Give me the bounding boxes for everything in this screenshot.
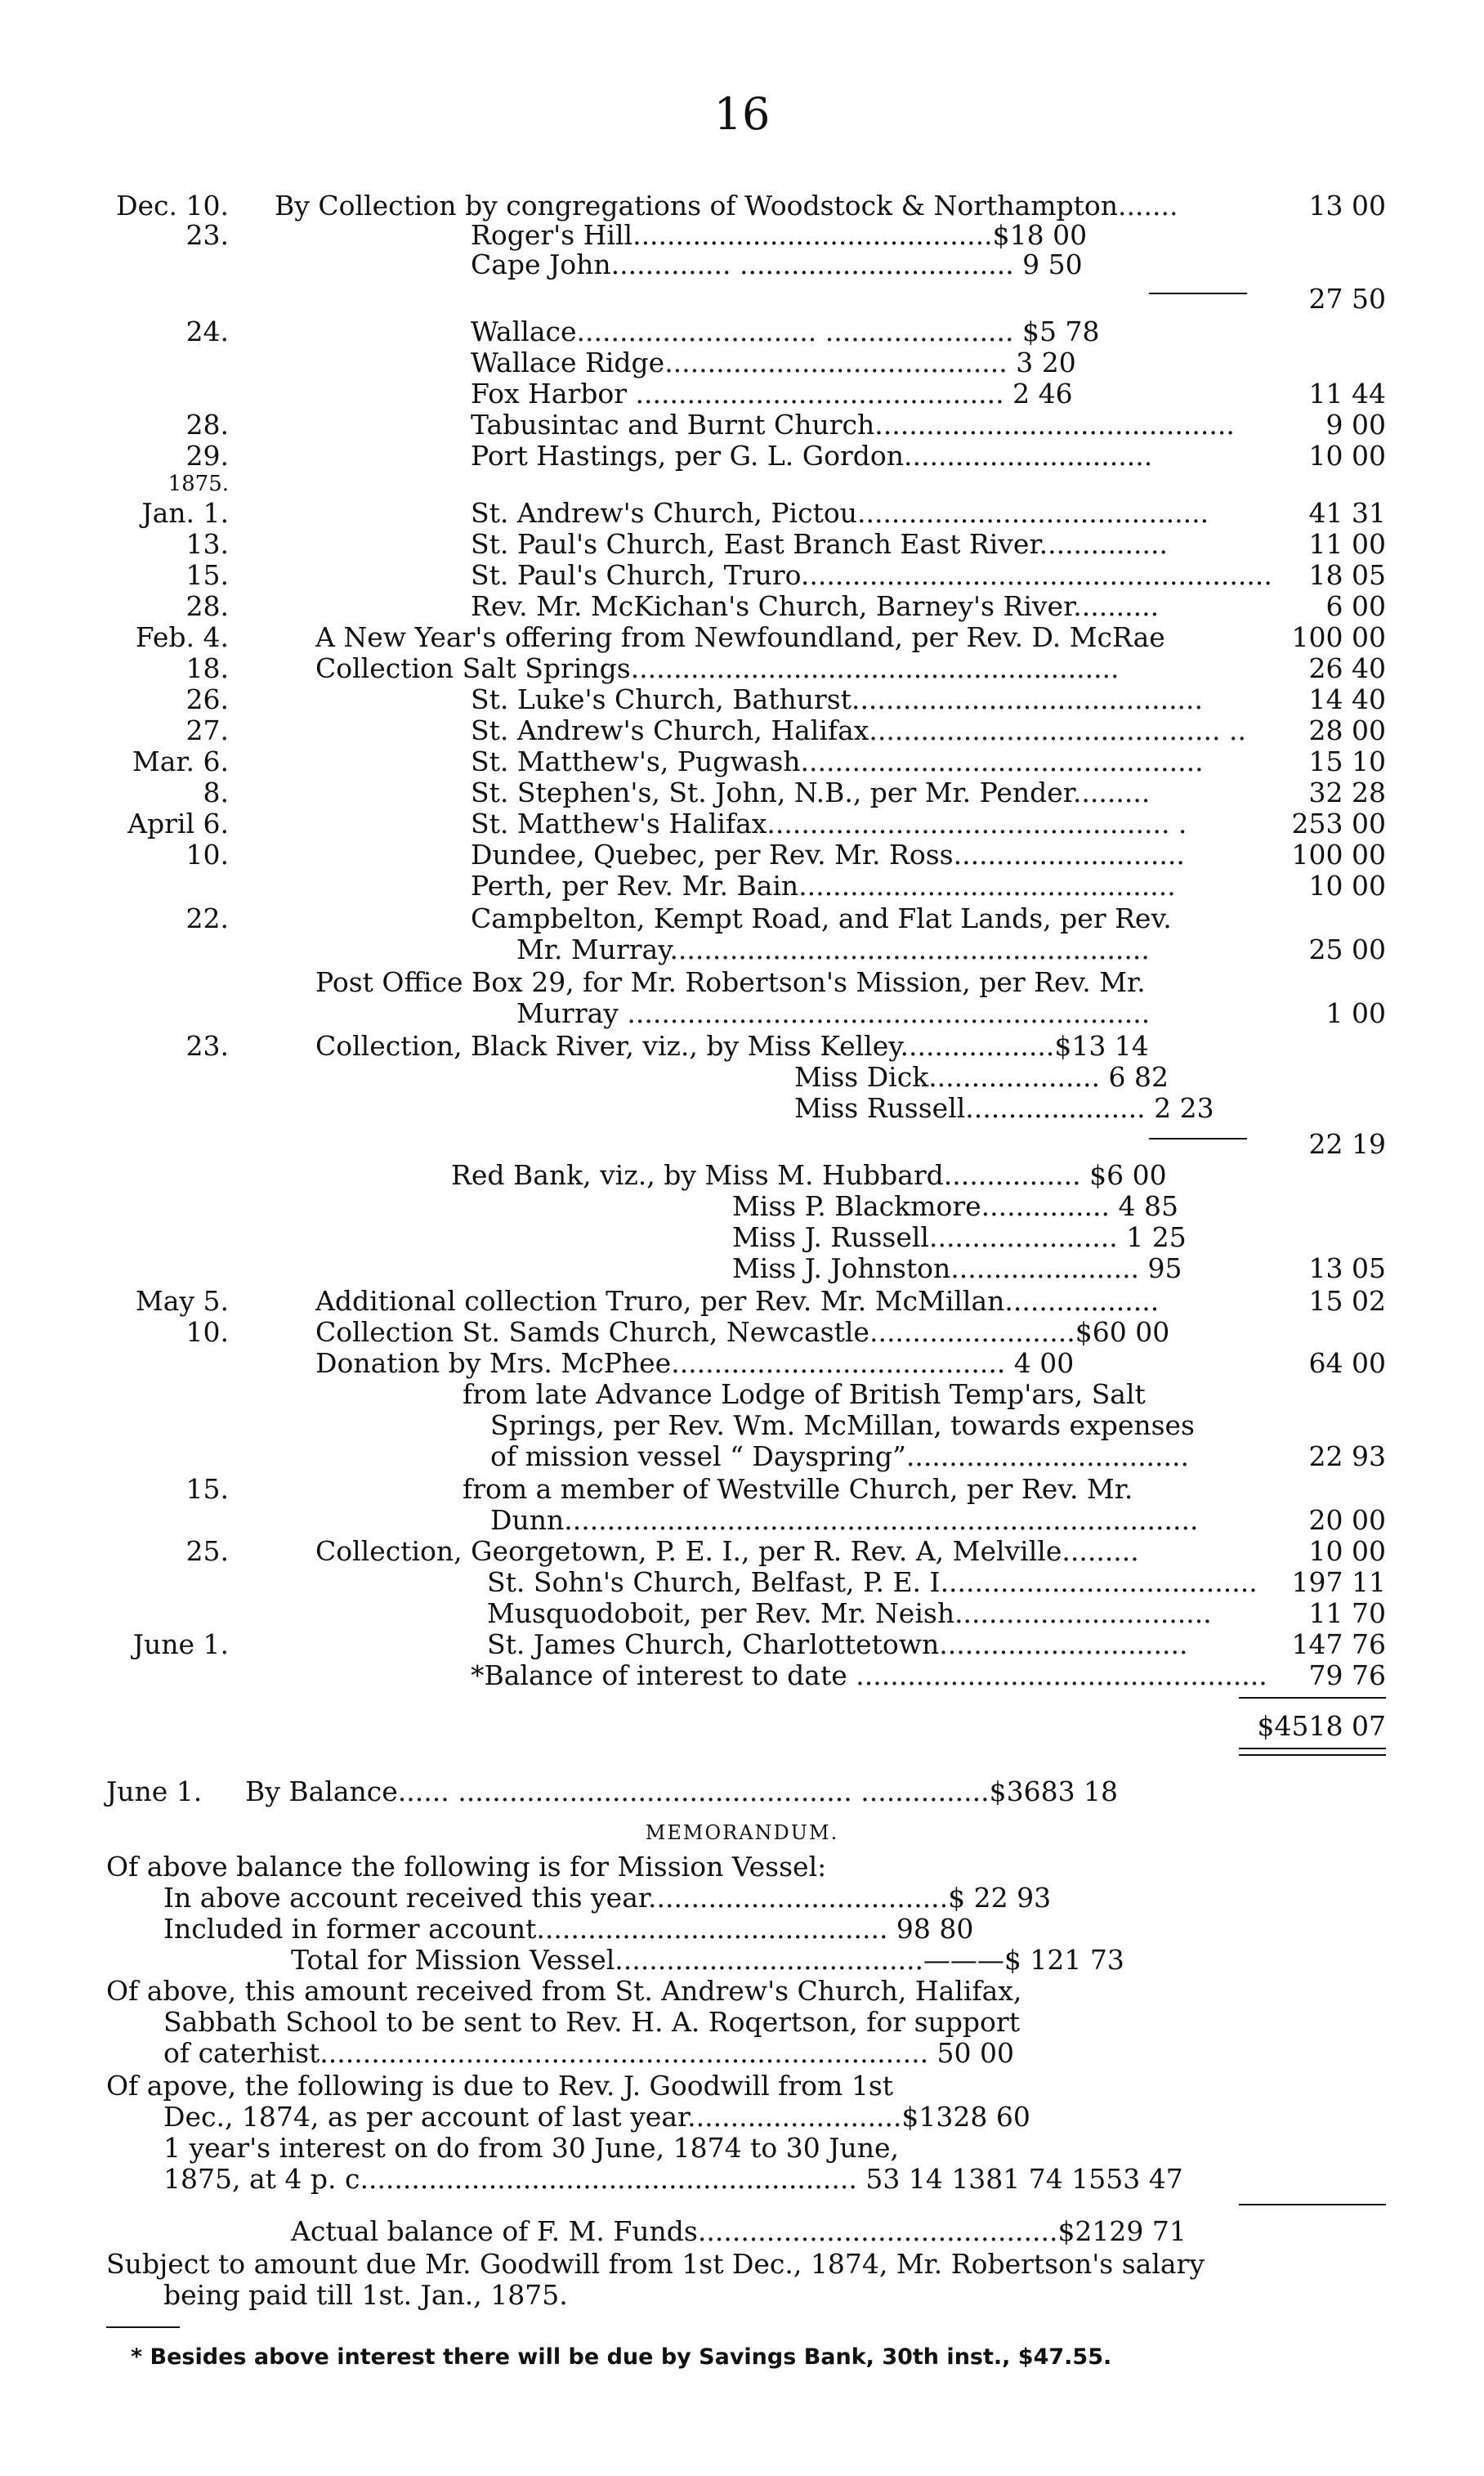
entry-amount: 22 19 [1308, 1128, 1386, 1160]
entry-date: 28. [186, 409, 229, 441]
memo-line: Dec., 1874, as per account of last year.........................$1328 60 [163, 2101, 1030, 2133]
entry-date: 18. [186, 652, 229, 684]
entry-label: Collection, Black River, viz., by Miss Kelley..................$13 14 [315, 1030, 1149, 1062]
entry-label: Miss Dick.................... 6 82 [794, 1061, 1169, 1093]
entry-amount: 6 00 [1325, 590, 1386, 622]
entry-date: April 6. [127, 808, 229, 840]
entry-amount: 79 76 [1308, 1659, 1386, 1691]
entry-amount: 15 10 [1308, 745, 1386, 777]
entry-label: Collection Salt Springs......................................................... [315, 652, 1120, 684]
entry-label: Miss Russell..................... 2 23 [794, 1092, 1214, 1124]
entry-label: Tabusintac and Burnt Church.......................................... [471, 409, 1235, 441]
entry-date: 15. [186, 559, 229, 591]
entry-amount: 13 00 [1308, 190, 1386, 222]
memo-line: Sabbath School to be sent to Rev. H. A. Roqertson, for support [163, 2006, 1020, 2038]
memo-line: Of above balance the following is for Mission Vessel: [106, 1851, 827, 1883]
memo-line: Subject to amount due Mr. Goodwill from 1st Dec., 1874, Mr. Robertson's salary [106, 2248, 1205, 2280]
entry-date: 10. [186, 839, 229, 871]
entry-label: St. Paul's Church, Truro....................................................... [471, 559, 1272, 591]
entry-amount: 11 70 [1308, 1597, 1386, 1629]
entry-amount: 15 02 [1308, 1285, 1386, 1317]
entry-date: 28. [186, 590, 229, 622]
entry-date: 25. [186, 1535, 229, 1567]
entry-amount: 14 40 [1308, 683, 1386, 715]
entry-label: St. Paul's Church, East Branch East River............... [471, 528, 1168, 560]
entry-date: 24. [186, 316, 229, 347]
entry-date: 8. [203, 777, 229, 808]
entry-amount: 13 05 [1308, 1252, 1386, 1284]
entry-label: St. Luke's Church, Bathurst......................................... [471, 683, 1204, 715]
double-rule-top [1239, 1748, 1386, 1749]
entry-label: Dunn.......................................................................... [490, 1504, 1199, 1536]
entry-label: Campbelton, Kempt Road, and Flat Lands, per Rev. [471, 902, 1172, 934]
entry-label: Wallace Ridge........................................ 3 20 [471, 347, 1076, 378]
entry-label: Post Office Box 29, for Mr. Robertson's Mission, per Rev. Mr. [315, 966, 1146, 998]
entry-label: Miss P. Blackmore............... 4 85 [732, 1190, 1178, 1222]
entry-label: from a member of Westville Church, per Rev. Mr. [463, 1473, 1133, 1505]
entry-label: Springs, per Rev. Wm. McMillan, towards expenses [490, 1409, 1195, 1441]
entry-amount: 18 05 [1308, 559, 1386, 591]
entry-amount: 100 00 [1291, 839, 1386, 871]
entry-label: St. Matthew's, Pugwash............................................... [471, 745, 1204, 777]
entry-date: June 1. [132, 1628, 229, 1660]
entry-date: 26. [186, 683, 229, 715]
entry-label: Cape John.............. ................................ 9 50 [471, 248, 1083, 280]
subtotal-rule [1149, 293, 1247, 294]
total-rule [1239, 1697, 1386, 1699]
entry-amount: 147 76 [1291, 1628, 1386, 1660]
entry-label: Collection, Georgetown, P. E. I., per R. Rev. A, Melville......... [315, 1535, 1139, 1567]
entry-date: 23. [186, 219, 229, 251]
entry-label: Dundee, Quebec, per Rev. Mr. Ross........................... [471, 839, 1185, 871]
entry-amount: 41 31 [1308, 497, 1386, 529]
memo-line: Of apove, the following is due to Rev. J. Goodwill from 1st [106, 2070, 894, 2102]
footnote-rule [106, 2326, 180, 2328]
entry-date: Mar. 6. [132, 745, 229, 777]
entry-label: Roger's Hill..........................................$18 00 [471, 219, 1088, 251]
entry-amount: 10 00 [1308, 440, 1386, 472]
entry-amount: 28 00 [1308, 714, 1386, 746]
balance-line: By Balance...... .............................................. ...............$3683 18 [245, 1775, 1119, 1807]
memo-line: Included in former account......................................... 98 80 [163, 1913, 974, 1945]
memo-line: Total for Mission Vessel....................................———$ 121 73 [291, 1944, 1124, 1976]
entry-label: Miss J. Russell...................... 1 25 [732, 1221, 1187, 1253]
entry-date: 22. [186, 902, 229, 934]
memo-line: 1875, at 4 p. c.......................................................... 53 14 1381 74 1553 47 [163, 2163, 1183, 2195]
entry-label: Murray ............................................................. [516, 997, 1151, 1029]
subtotal-rule [1149, 1138, 1247, 1139]
entry-date: 15. [186, 1473, 229, 1505]
entry-label: Donation by Mrs. McPhee....................................... 4 00 [315, 1347, 1075, 1379]
balance-rule [1239, 2204, 1386, 2205]
entry-date: Jan. 1. [141, 497, 229, 529]
double-rule-bottom [1239, 1754, 1386, 1756]
entry-label: St. Andrew's Church, Pictou......................................... [471, 497, 1209, 529]
entry-label: Mr. Murray........................................................ [516, 934, 1150, 965]
entry-amount: 20 00 [1308, 1504, 1386, 1536]
memo-line: Actual balance of F. M. Funds..........................................$2129 71 [291, 2215, 1187, 2247]
footnote: * Besides above interest there will be due by Savings Bank, 30th inst., $47.55. [131, 2344, 1112, 2370]
entry-date: 27. [186, 714, 229, 746]
entry-amount: 100 00 [1291, 621, 1386, 653]
entry-date: 10. [186, 1316, 229, 1348]
entry-label: Fox Harbor ........................................... 2 46 [471, 378, 1073, 410]
entry-label: St. James Church, Charlottetown............................. [487, 1628, 1188, 1660]
entry-date: 13. [186, 528, 229, 560]
entry-date: Feb. 4. [135, 621, 229, 653]
entry-amount: 26 40 [1308, 652, 1386, 684]
entry-label: Additional collection Truro, per Rev. Mr. McMillan.................. [315, 1285, 1160, 1317]
entry-label: from late Advance Lodge of British Temp'ars, Salt [463, 1378, 1146, 1410]
entry-amount: 11 00 [1308, 528, 1386, 560]
memo-line: Of above, this amount received from St. Andrew's Church, Halifax, [106, 1975, 1022, 2007]
grand-total: $4518 07 [1257, 1710, 1386, 1742]
page-number: 16 [713, 88, 771, 140]
memo-line: In above account received this year...................................$ 22 93 [163, 1882, 1052, 1914]
entry-label: By Collection by congregations of Woodstock & Northampton....... [275, 190, 1178, 222]
entry-label: St. Andrew's Church, Halifax......................................... .. [471, 714, 1246, 746]
entry-label: St. Sohn's Church, Belfast, P. E. I..................................... [487, 1566, 1258, 1598]
entry-label: St. Stephen's, St. John, N.B., per Mr. Pender......... [471, 777, 1151, 808]
entry-amount: 11 44 [1308, 378, 1386, 410]
balance-date: June 1. [106, 1775, 203, 1807]
entry-label: Rev. Mr. McKichan's Church, Barney's River.......... [471, 590, 1160, 622]
entry-label: Wallace............................ ...................... $5 78 [471, 316, 1100, 347]
memo-line: being paid till 1st. Jan., 1875. [163, 2279, 568, 2311]
entry-amount: 197 11 [1291, 1566, 1386, 1598]
entry-date: Dec. 10. [116, 190, 229, 222]
entry-date: 29. [186, 440, 229, 472]
entry-amount: 27 50 [1308, 283, 1386, 315]
entry-label: St. Matthew's Halifax............................................... . [471, 808, 1187, 840]
entry-label: Port Hastings, per G. L. Gordon............................. [471, 440, 1153, 472]
memo-line: of caterhist....................................................................... 50 00 [163, 2037, 1015, 2069]
entry-amount: 10 00 [1308, 870, 1386, 902]
entry-label: *Balance of interest to date ................................................ [471, 1659, 1267, 1691]
entry-amount: 10 00 [1308, 1535, 1386, 1567]
entry-amount: 1 00 [1325, 997, 1386, 1029]
memo-line: 1 year's interest on do from 30 June, 1874 to 30 June, [163, 2132, 899, 2164]
entry-amount: 32 28 [1308, 777, 1386, 808]
entry-date: May 5. [135, 1285, 229, 1317]
entry-year: 1875. [168, 472, 229, 496]
entry-label: Perth, per Rev. Mr. Bain............................................ [471, 870, 1176, 902]
entry-date: 23. [186, 1030, 229, 1062]
entry-amount: 64 00 [1308, 1347, 1386, 1379]
entry-label: Musquodoboit, per Rev. Mr. Neish.............................. [487, 1597, 1212, 1629]
entry-amount: 253 00 [1291, 808, 1386, 840]
entry-amount: 9 00 [1325, 409, 1386, 441]
entry-label: Miss J. Johnston...................... 95 [732, 1252, 1182, 1284]
memorandum-heading: MEMORANDUM. [645, 1821, 839, 1844]
entry-label: A New Year's offering from Newfoundland, per Rev. D. McRae [315, 621, 1165, 653]
entry-label: of mission vessel “ Dayspring”................................. [490, 1440, 1190, 1472]
entry-label: Collection St. Samds Church, Newcastle........................$60 00 [315, 1316, 1170, 1348]
entry-label: Red Bank, viz., by Miss M. Hubbard................ $6 00 [451, 1159, 1167, 1191]
entry-amount: 22 93 [1308, 1440, 1386, 1472]
entry-amount: 25 00 [1308, 934, 1386, 965]
